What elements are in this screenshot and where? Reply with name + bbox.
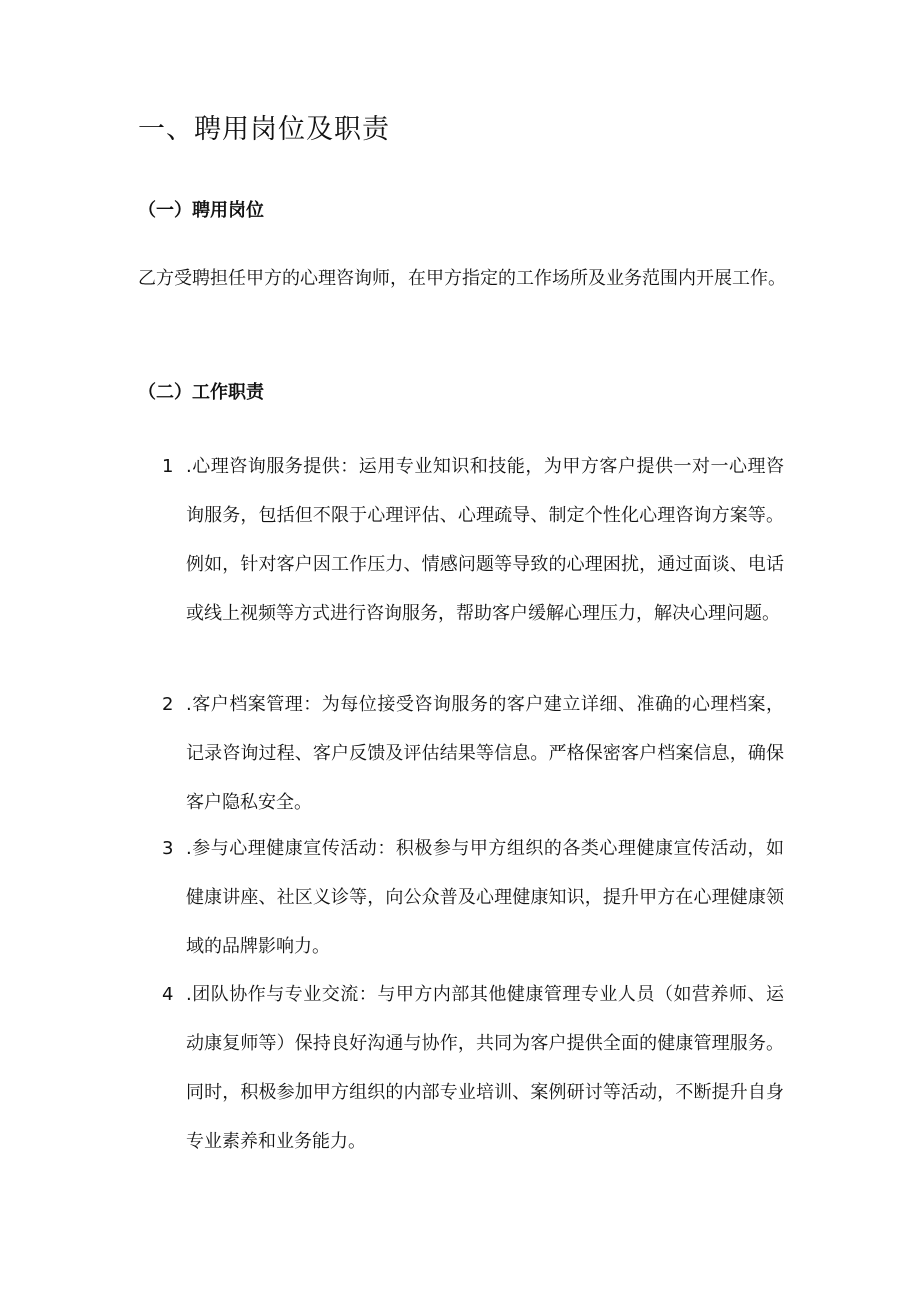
duty-item-text: .参与心理健康宣传活动：积极参与甲方组织的各类心理健康宣传活动，如健康讲座、社区义诊等，向公众普及心理健康知识，提升甲方在心理健康领域的品牌影响力。 (186, 838, 784, 957)
duty-item-text: .团队协作与专业交流：与甲方内部其他健康管理专业人员（如营养师、运动康复师等）保持良好沟通与协作，共同为客户提供全面的健康管理服务。同时，积极参加甲方组织的内部专业培训、案例研讨等活动，不断提升自身专业素养和业务能力。 (186, 984, 784, 1152)
duty-item-number: 1 (162, 456, 174, 477)
subsection-title-positions: （一）聘用岗位 (138, 200, 264, 221)
subsection-title-duties: （二）工作职责 (138, 382, 264, 403)
duty-item (162, 442, 788, 638)
duty-item-number: 3 (162, 838, 174, 859)
duty-item (162, 824, 788, 971)
positions-paragraph: 乙方受聘担任甲方的心理咨询师，在甲方指定的工作场所及业务范围内开展工作。 (138, 268, 786, 289)
duty-item (162, 680, 788, 827)
section-title: 一、聘用岗位及职责 (138, 114, 390, 145)
duty-item-text: .心理咨询服务提供：运用专业知识和技能，为甲方客户提供一对一心理咨询服务，包括但不限于心理评估、心理疏导、制定个性化心理咨询方案等。例如，针对客户因工作压力、情感问题等导致的心理困扰，通过面谈、电话或线上视频等方式进行咨询服务，帮助客户缓解心理压力，解决心理问题。 (186, 456, 784, 624)
duty-item-number: 4 (162, 984, 174, 1005)
duty-item-text: .客户档案管理：为每位接受咨询服务的客户建立详细、准确的心理档案，记录咨询过程、客户反馈及评估结果等信息。严格保密客户档案信息，确保客户隐私安全。 (186, 694, 784, 813)
duty-item-number: 2 (162, 694, 174, 715)
duty-item (162, 970, 788, 1166)
